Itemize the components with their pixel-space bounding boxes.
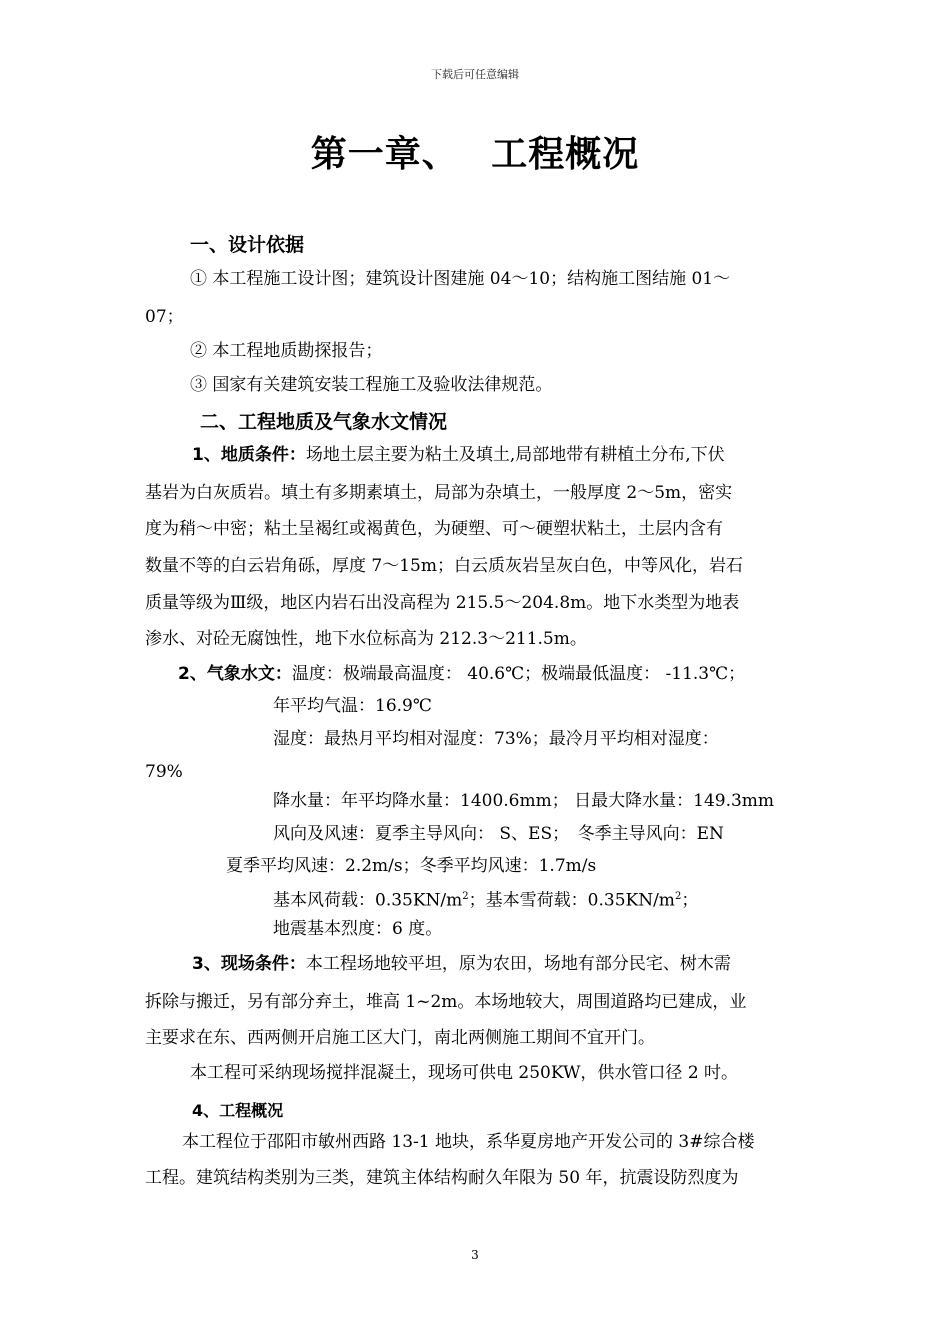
geology-label: 1、地质条件： [192,445,306,465]
geology-line-3: 度为稍～中密；粘土呈褐红或褐黄色，为硬塑、可～硬塑状粘土，土层内含有 [145,519,723,539]
overview-line-2: 工程。建筑结构类别为三类，建筑主体结构耐久年限为 50 年，抗震设防烈度为 [145,1168,739,1188]
snow-load-exponent: 2 [674,891,682,902]
overview-line-1: 本工程位于邵阳市敏州西路 13-1 地块，系华夏房地产开发公司的 3#综合楼 [182,1132,755,1152]
loads-end-punct: ； [681,890,699,911]
geology-line-1 [192,444,725,466]
section-heading-design-basis: 一、设计依据 [190,234,305,256]
design-basis-item-3: ③ 国家有关建筑安装工程施工及验收法律规范。 [190,375,553,395]
geology-line-5: 质量等级为Ⅲ级，地区内岩石出没高程为 215.5～204.8m。地下水类型为地表 [145,593,740,613]
meteorology-annual-temp: 年平均气温：16.9℃ [273,696,432,716]
meteorology-temperature: 温度：极端最高温度： 40.6℃；极端最低温度： -11.3℃； [291,664,746,684]
geology-line-4: 数量不等的白云岩角砾，厚度 7～15m；白云质灰岩呈灰白色，中等风化，岩石 [145,556,743,576]
site-text-1: 本工程场地较平坦，原为农田，场地有部分民宅、树木需 [305,954,731,974]
meteorology-loads [273,886,698,912]
snow-load-text: ；基本雪荷载：0.35KN/m [468,890,675,911]
meteorology-humidity-cont: 79% [145,762,183,782]
page-number: 3 [471,1248,479,1262]
chapter-title: 第一章、 工程概况 [310,134,640,175]
design-basis-item-1-line-1: ① 本工程施工设计图；建筑设计图建施 04～10；结构施工图结施 01～ [190,269,731,289]
site-line-3: 主要求在东、西两侧开启施工区大门，南北两侧施工期间不宜开门。 [145,1028,655,1048]
meteorology-wind-direction: 风向及风速：夏季主导风向： S、ES； 冬季主导风向：EN [273,824,724,844]
overview-heading: 4、工程概况 [192,1101,284,1120]
meteorology-wind-speed: 夏季平均风速：2.2m/s；冬季平均风速：1.7m/s [226,856,597,876]
meteorology-seismic: 地震基本烈度：6 度。 [273,919,443,939]
design-basis-item-1-line-2: 07； [145,307,184,327]
meteorology-precipitation: 降水量：年平均降水量：1400.6mm； 日最大降水量：149.3mm [273,791,775,811]
meteorology-humidity: 湿度：最热月平均相对湿度：73%；最冷月平均相对湿度： [273,729,719,749]
page-header: 下载后可任意编辑 [431,68,519,81]
wind-load-exponent: 2 [462,891,469,902]
design-basis-item-2: ② 本工程地质勘探报告； [190,341,383,361]
site-label: 3、现场条件： [192,954,306,974]
geology-line-6: 渗水、对砼无腐蚀性，地下水位标高为 212.3～211.5m。 [145,629,587,649]
meteorology-label: 2、气象水文： [178,664,292,684]
geology-text-1: 场地土层主要为粘土及填土,局部地带有耕植土分布,下伏 [305,445,725,465]
section-heading-geology-climate: 二、工程地质及气象水文情况 [200,411,448,433]
site-line-2: 拆除与搬迁，另有部分弃土，堆高 1~2m。本场地较大，周围道路均已建成，业 [145,992,747,1012]
wind-load-text: 基本风荷载：0.35KN/m [273,890,463,911]
site-line-1 [192,953,731,975]
geology-line-2: 基岩为白灰质岩。填土有多期素填土，局部为杂填土，一般厚度 2～5m，密实 [145,483,733,503]
meteorology-line-1 [178,663,745,685]
site-line-4: 本工程可采纳现场搅拌混凝土，现场可供电 250KW，供水管口径 2 吋。 [190,1063,739,1083]
